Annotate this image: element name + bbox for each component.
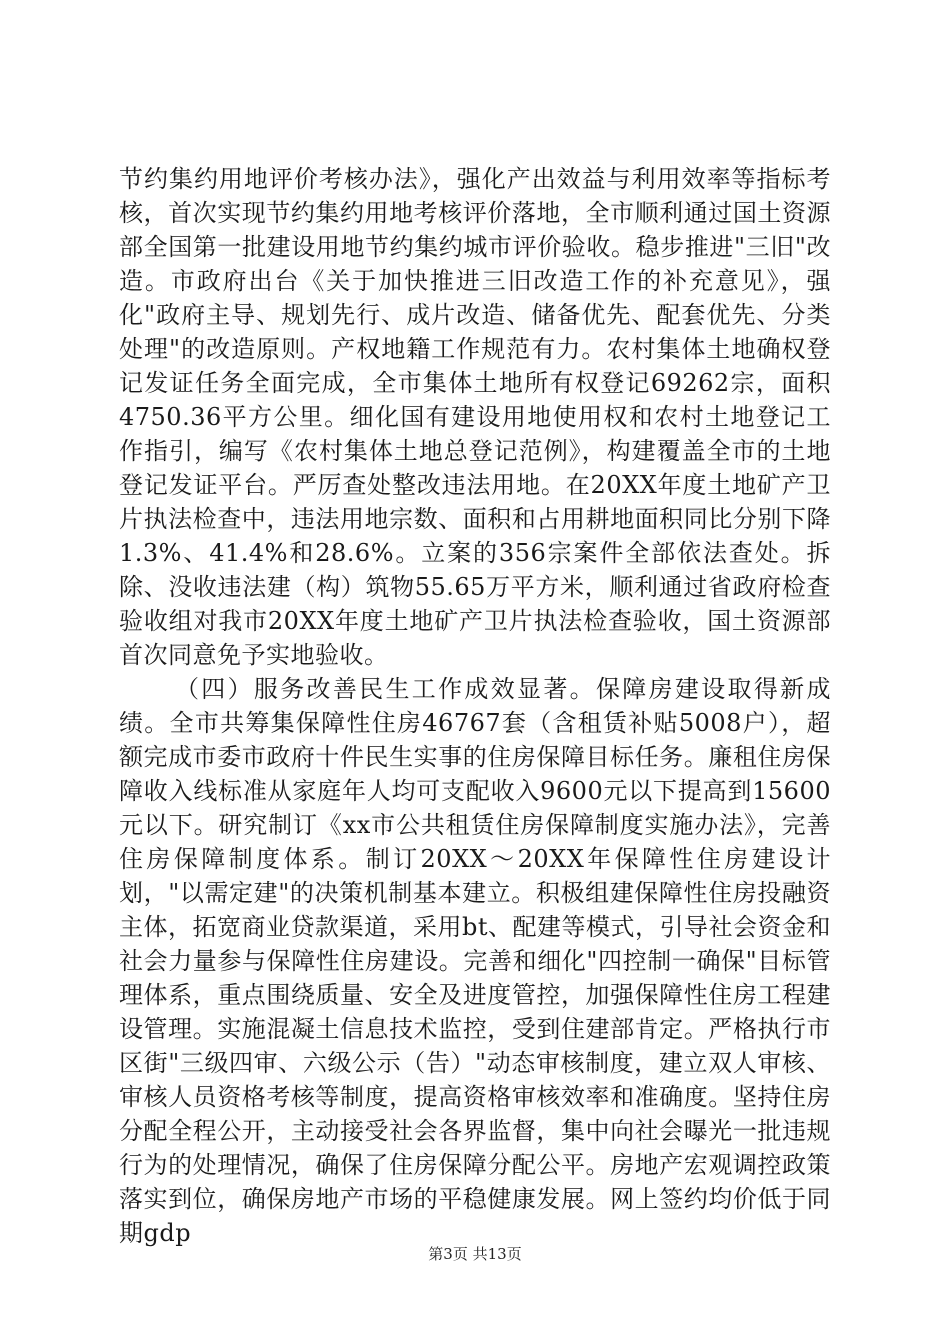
paragraph-livelihood-services: （四）服务改善民生工作成效显著。保障房建设取得新成绩。全市共筹集保障性住房46767套（含租赁补贴5008户），超额完成市委市政府十件民生实事的住房保障目标任务。廉租住房保障收入线标准从家庭年人均可支配收入9600元以下提高到15600元以下。研究制订《xx市公共租赁住房保障制度实施办法》，完善住房保障制度体系。制订20XX～20XX年保障性住房建设计划，"以需定建"的决策机制基本建立。积极组建保障性住房投融资主体，拓宽商业贷款渠道，采用bt、配建等模式，引导社会资金和社会力量参与保障性住房建设。完善和细化"四控制一确保"目标管理体系，重点围绕质量、安全及进度管控，加强保障性住房工程建设管理。实施混凝土信息技术监控，受到住建部肯定。严格执行市区街"三级四审、六级公示（告）"动态审核制度，建立双人审核、审核人员资格考核等制度，提高资格审核效率和准确度。坚持住房分配全程公开，主动接受社会各界监督，集中向社会曝光一批违规行为的处理情况，确保了住房保障分配公平。房地产宏观调控政策落实到位，确保房地产市场的平稳健康发展。网上签约均价低于同期gdp (119, 675, 832, 1247)
paragraph-land-use: 节约集约用地评价考核办法》，强化产出效益与利用效率等指标考核，首次实现节约集约用地考核评价落地，全市顺利通过国土资源部全国第一批建设用地节约集约城市评价验收。稳步推进"三旧"改造。市政府出台《关于加快推进三旧改造工作的补充意见》，强化"政府主导、规划先行、成片改造、储备优先、配套优先、分类处理"的改造原则。产权地籍工作规范有力。农村集体土地确权登记发证任务全面完成，全市集体土地所有权登记69262宗，面积4750.36平方公里。细化国有建设用地使用权和农村土地登记工作指引，编写《农村集体土地总登记范例》，构建覆盖全市的土地登记发证平台。严厉查处整改违法用地。在20XX年度土地矿产卫片执法检查中，违法用地宗数、面积和占用耕地面积同比分别下降1.3%、41.4%和28.6%。立案的356宗案件全部依法查处。拆除、没收违法建（构）筑物55.65万平方米，顺利通过省政府检查验收组对我市20XX年度土地矿产卫片执法检查验收，国土资源部首次同意免予实地验收。 (119, 165, 831, 669)
page-number-footer: 第3页 共13页 (428, 1245, 522, 1263)
document-body (119, 162, 831, 1250)
